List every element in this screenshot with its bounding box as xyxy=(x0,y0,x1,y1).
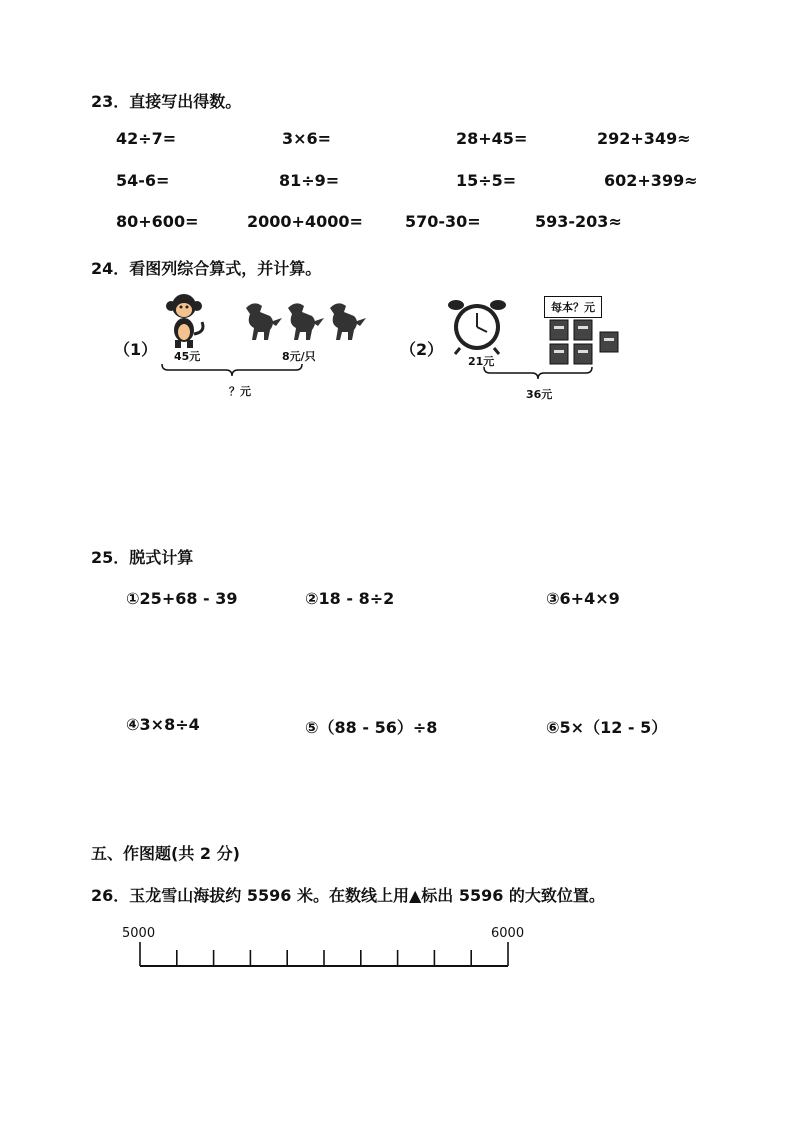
q23-item-11: 570-30= xyxy=(405,212,481,231)
q25-item-4: ④3×8÷4 xyxy=(126,715,200,734)
q23-item-2: 3×6= xyxy=(282,129,332,148)
q23-item-6: 81÷9= xyxy=(279,171,340,190)
clock-price: 21元 xyxy=(468,355,495,368)
q23-item-7: 15÷5= xyxy=(456,171,517,190)
q23-item-4: 292+349≈ xyxy=(597,129,691,148)
q24-part2-label: （2） xyxy=(400,340,444,359)
q24-title: 24．看图列综合算式，并计算。 xyxy=(91,259,322,278)
books-icon xyxy=(546,318,622,366)
q23-title: 23．直接写出得数。 xyxy=(91,92,242,111)
p2-total: 36元 xyxy=(526,388,553,401)
q23-item-3: 28+45= xyxy=(456,129,528,148)
q25-item-5: ⑤（88 - 56）÷8 xyxy=(305,718,438,737)
monkey-icon xyxy=(160,292,210,352)
q26-title: 26．玉龙雪山海拔约 5596 米。在数线上用▲标出 5596 的大致位置。 xyxy=(91,886,605,905)
number-line-end: 6000 xyxy=(491,926,525,941)
brace-2 xyxy=(482,365,594,385)
q25-item-1: ①25+68 - 39 xyxy=(126,589,238,608)
price-sign: 每本？元 xyxy=(544,296,602,318)
q23-item-9: 80+600= xyxy=(116,212,199,231)
q23-item-8: 602+399≈ xyxy=(604,171,698,190)
dino-price: 8元/只 xyxy=(282,350,316,363)
q24-part1-label: （1） xyxy=(114,340,158,359)
q23-item-1: 42÷7= xyxy=(116,129,177,148)
number-line-start: 5000 xyxy=(122,926,156,941)
q23-item-12: 593-203≈ xyxy=(535,212,622,231)
q25-item-2: ②18 - 8÷2 xyxy=(305,589,395,608)
q23-item-5: 54-6= xyxy=(116,171,170,190)
q25-item-3: ③6+4×9 xyxy=(546,589,620,608)
monkey-price: 45元 xyxy=(174,350,201,363)
p1-total: ？元 xyxy=(229,385,251,398)
section5-title: 五、作图题(共 2 分) xyxy=(91,844,240,863)
q25-title: 25．脱式计算 xyxy=(91,548,194,567)
alarm-clock-icon xyxy=(446,298,508,356)
q23-item-10: 2000+4000= xyxy=(247,212,363,231)
number-line[interactable] xyxy=(138,940,512,970)
q25-item-6: ⑥5×（12 - 5） xyxy=(546,718,668,737)
dinosaurs-icon xyxy=(240,298,365,346)
brace-1 xyxy=(160,362,305,382)
